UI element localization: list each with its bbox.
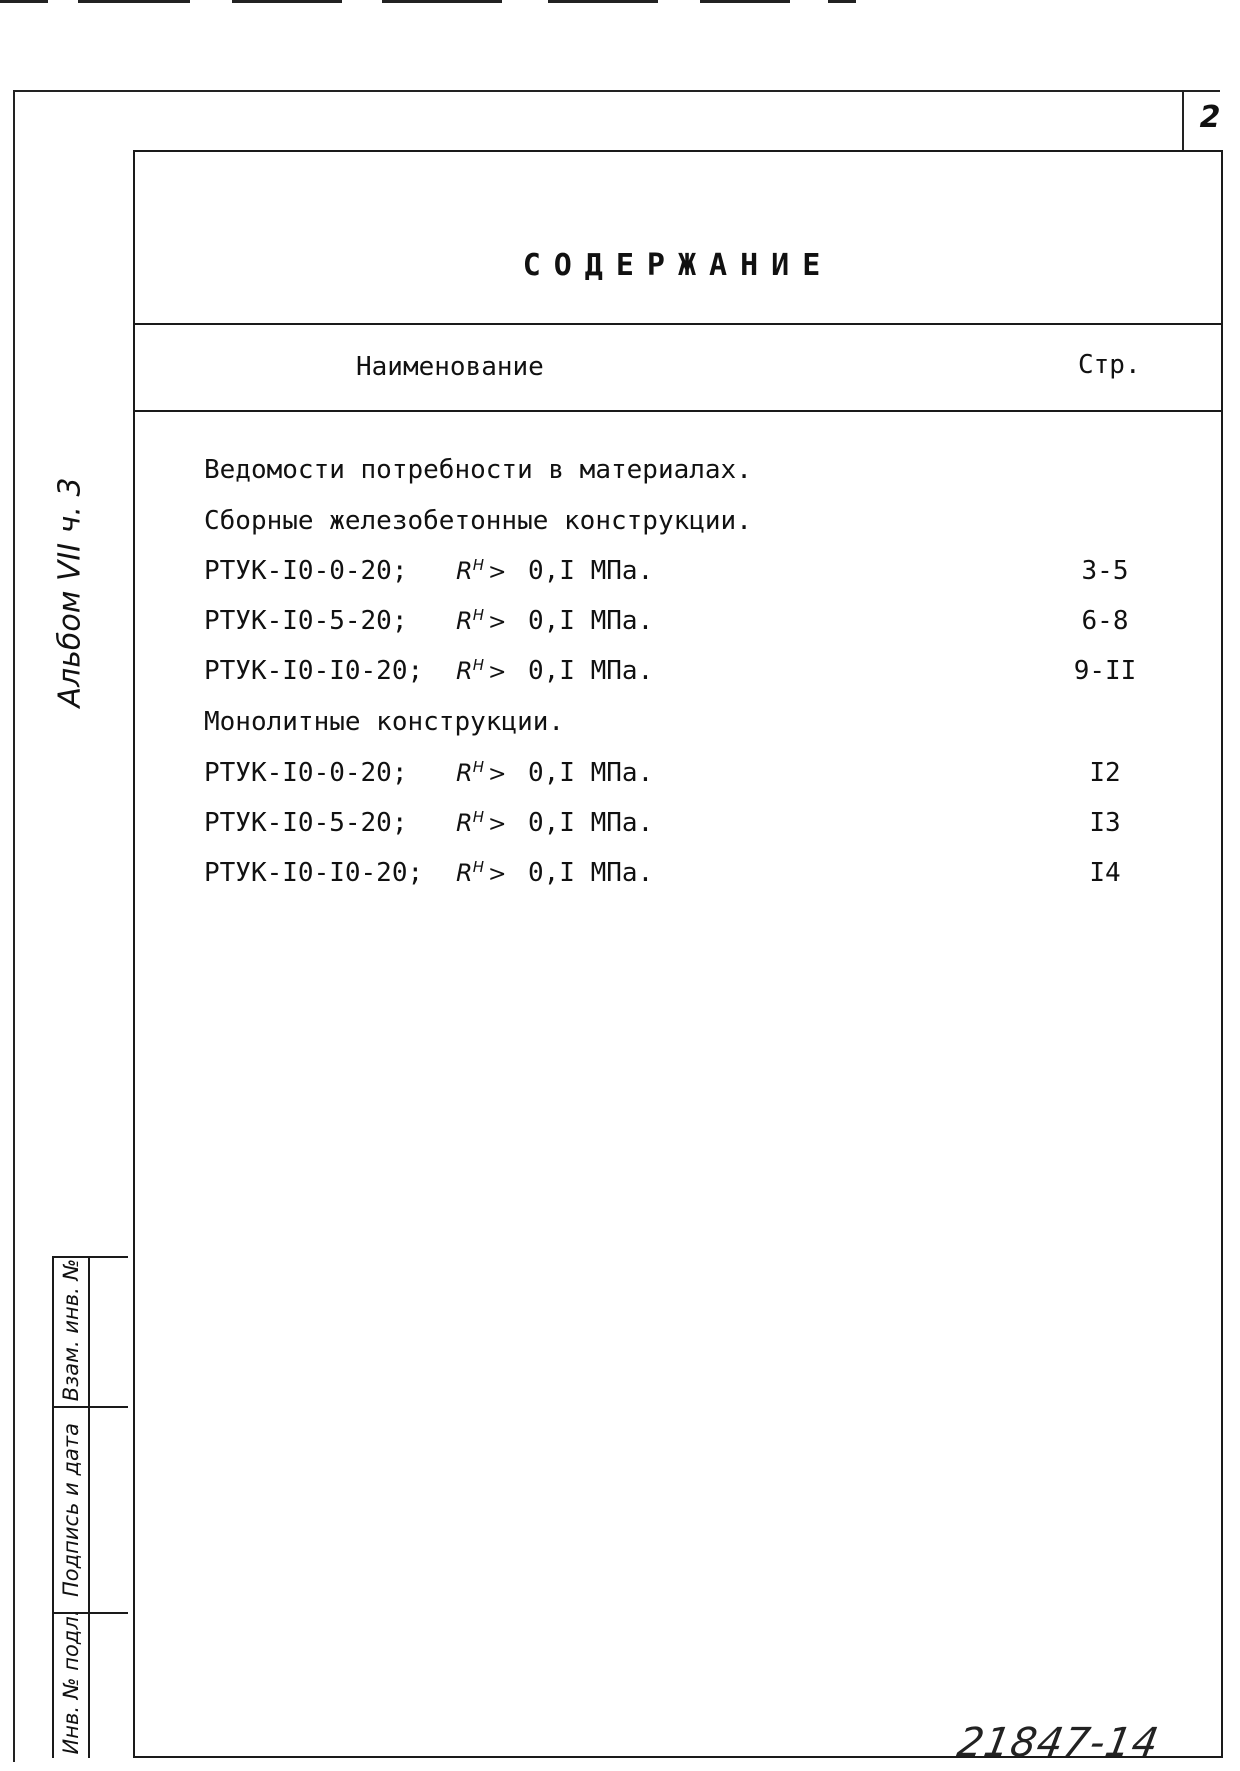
scan-mark: [0, 0, 48, 3]
field-replacement-inventory: Взам. инв. №: [59, 1258, 83, 1402]
page-range: I4: [1089, 858, 1121, 888]
toc-row: [0, 808, 1240, 848]
scan-mark: [232, 0, 342, 3]
page-range: I2: [1089, 758, 1121, 788]
condition-symbol: $R^Н$ >: [456, 606, 507, 635]
condition-value: 0,I МПа.: [528, 656, 654, 686]
page-range: 6-8: [1081, 606, 1129, 636]
header-divider: [133, 410, 1223, 412]
section-heading: Монолитные конструкции.: [204, 707, 565, 737]
section-heading: Ведомости потребности в материалах.: [204, 455, 752, 485]
stamp-divider: [54, 1406, 128, 1408]
condition-value: 0,I МПа.: [528, 858, 654, 888]
stamp-divider: [88, 1258, 90, 1758]
condition-symbol: $R^Н$ >: [456, 808, 507, 837]
toc-row: [0, 656, 1240, 696]
scan-mark: [382, 0, 502, 3]
item-code: РТУК-I0-0-20;: [204, 758, 408, 788]
column-header-page: Стр.: [1078, 350, 1141, 380]
scan-mark: [700, 0, 790, 3]
album-label: Альбом VII ч. 3: [52, 477, 88, 708]
scan-mark: [828, 0, 856, 3]
condition-symbol: $R^Н$ >: [456, 656, 507, 685]
page-range: 9-II: [1073, 656, 1137, 686]
document-code: 21847-14: [953, 1720, 1163, 1766]
item-code: РТУК-I0-I0-20;: [204, 858, 424, 888]
condition-value: 0,I МПа.: [528, 758, 654, 788]
condition-value: 0,I МПа.: [528, 808, 654, 838]
field-inventory-number: Инв. № подл.: [59, 1609, 83, 1755]
toc-row: [0, 606, 1240, 646]
document-title: СОДЕРЖАНИЕ: [522, 248, 834, 283]
page-range: 3-5: [1081, 556, 1129, 586]
page-number: 2: [1199, 100, 1221, 135]
condition-symbol: $R^Н$ >: [456, 758, 507, 787]
section-heading: Сборные железобетонные конструкции.: [204, 506, 752, 536]
page-range: I3: [1089, 808, 1121, 838]
item-code: РТУК-I0-0-20;: [204, 556, 408, 586]
condition-value: 0,I МПа.: [528, 606, 654, 636]
scan-mark: [78, 0, 190, 3]
toc-row: [0, 758, 1240, 798]
toc-row: [0, 556, 1240, 596]
column-header-name: Наименование: [356, 352, 544, 382]
condition-value: 0,I МПа.: [528, 556, 654, 586]
item-code: РТУК-I0-5-20;: [204, 606, 408, 636]
condition-symbol: $R^Н$ >: [456, 858, 507, 887]
binding-stamp: [52, 1256, 128, 1758]
scan-mark: [548, 0, 658, 3]
condition-symbol: $R^Н$ >: [456, 556, 507, 585]
content-frame: [133, 150, 1223, 1758]
item-code: РТУК-I0-I0-20;: [204, 656, 424, 686]
title-divider: [133, 323, 1223, 325]
item-code: РТУК-I0-5-20;: [204, 808, 408, 838]
page-number-box: [1182, 90, 1236, 150]
field-signature-date: Подпись и дата: [59, 1423, 83, 1597]
toc-row: [0, 858, 1240, 898]
